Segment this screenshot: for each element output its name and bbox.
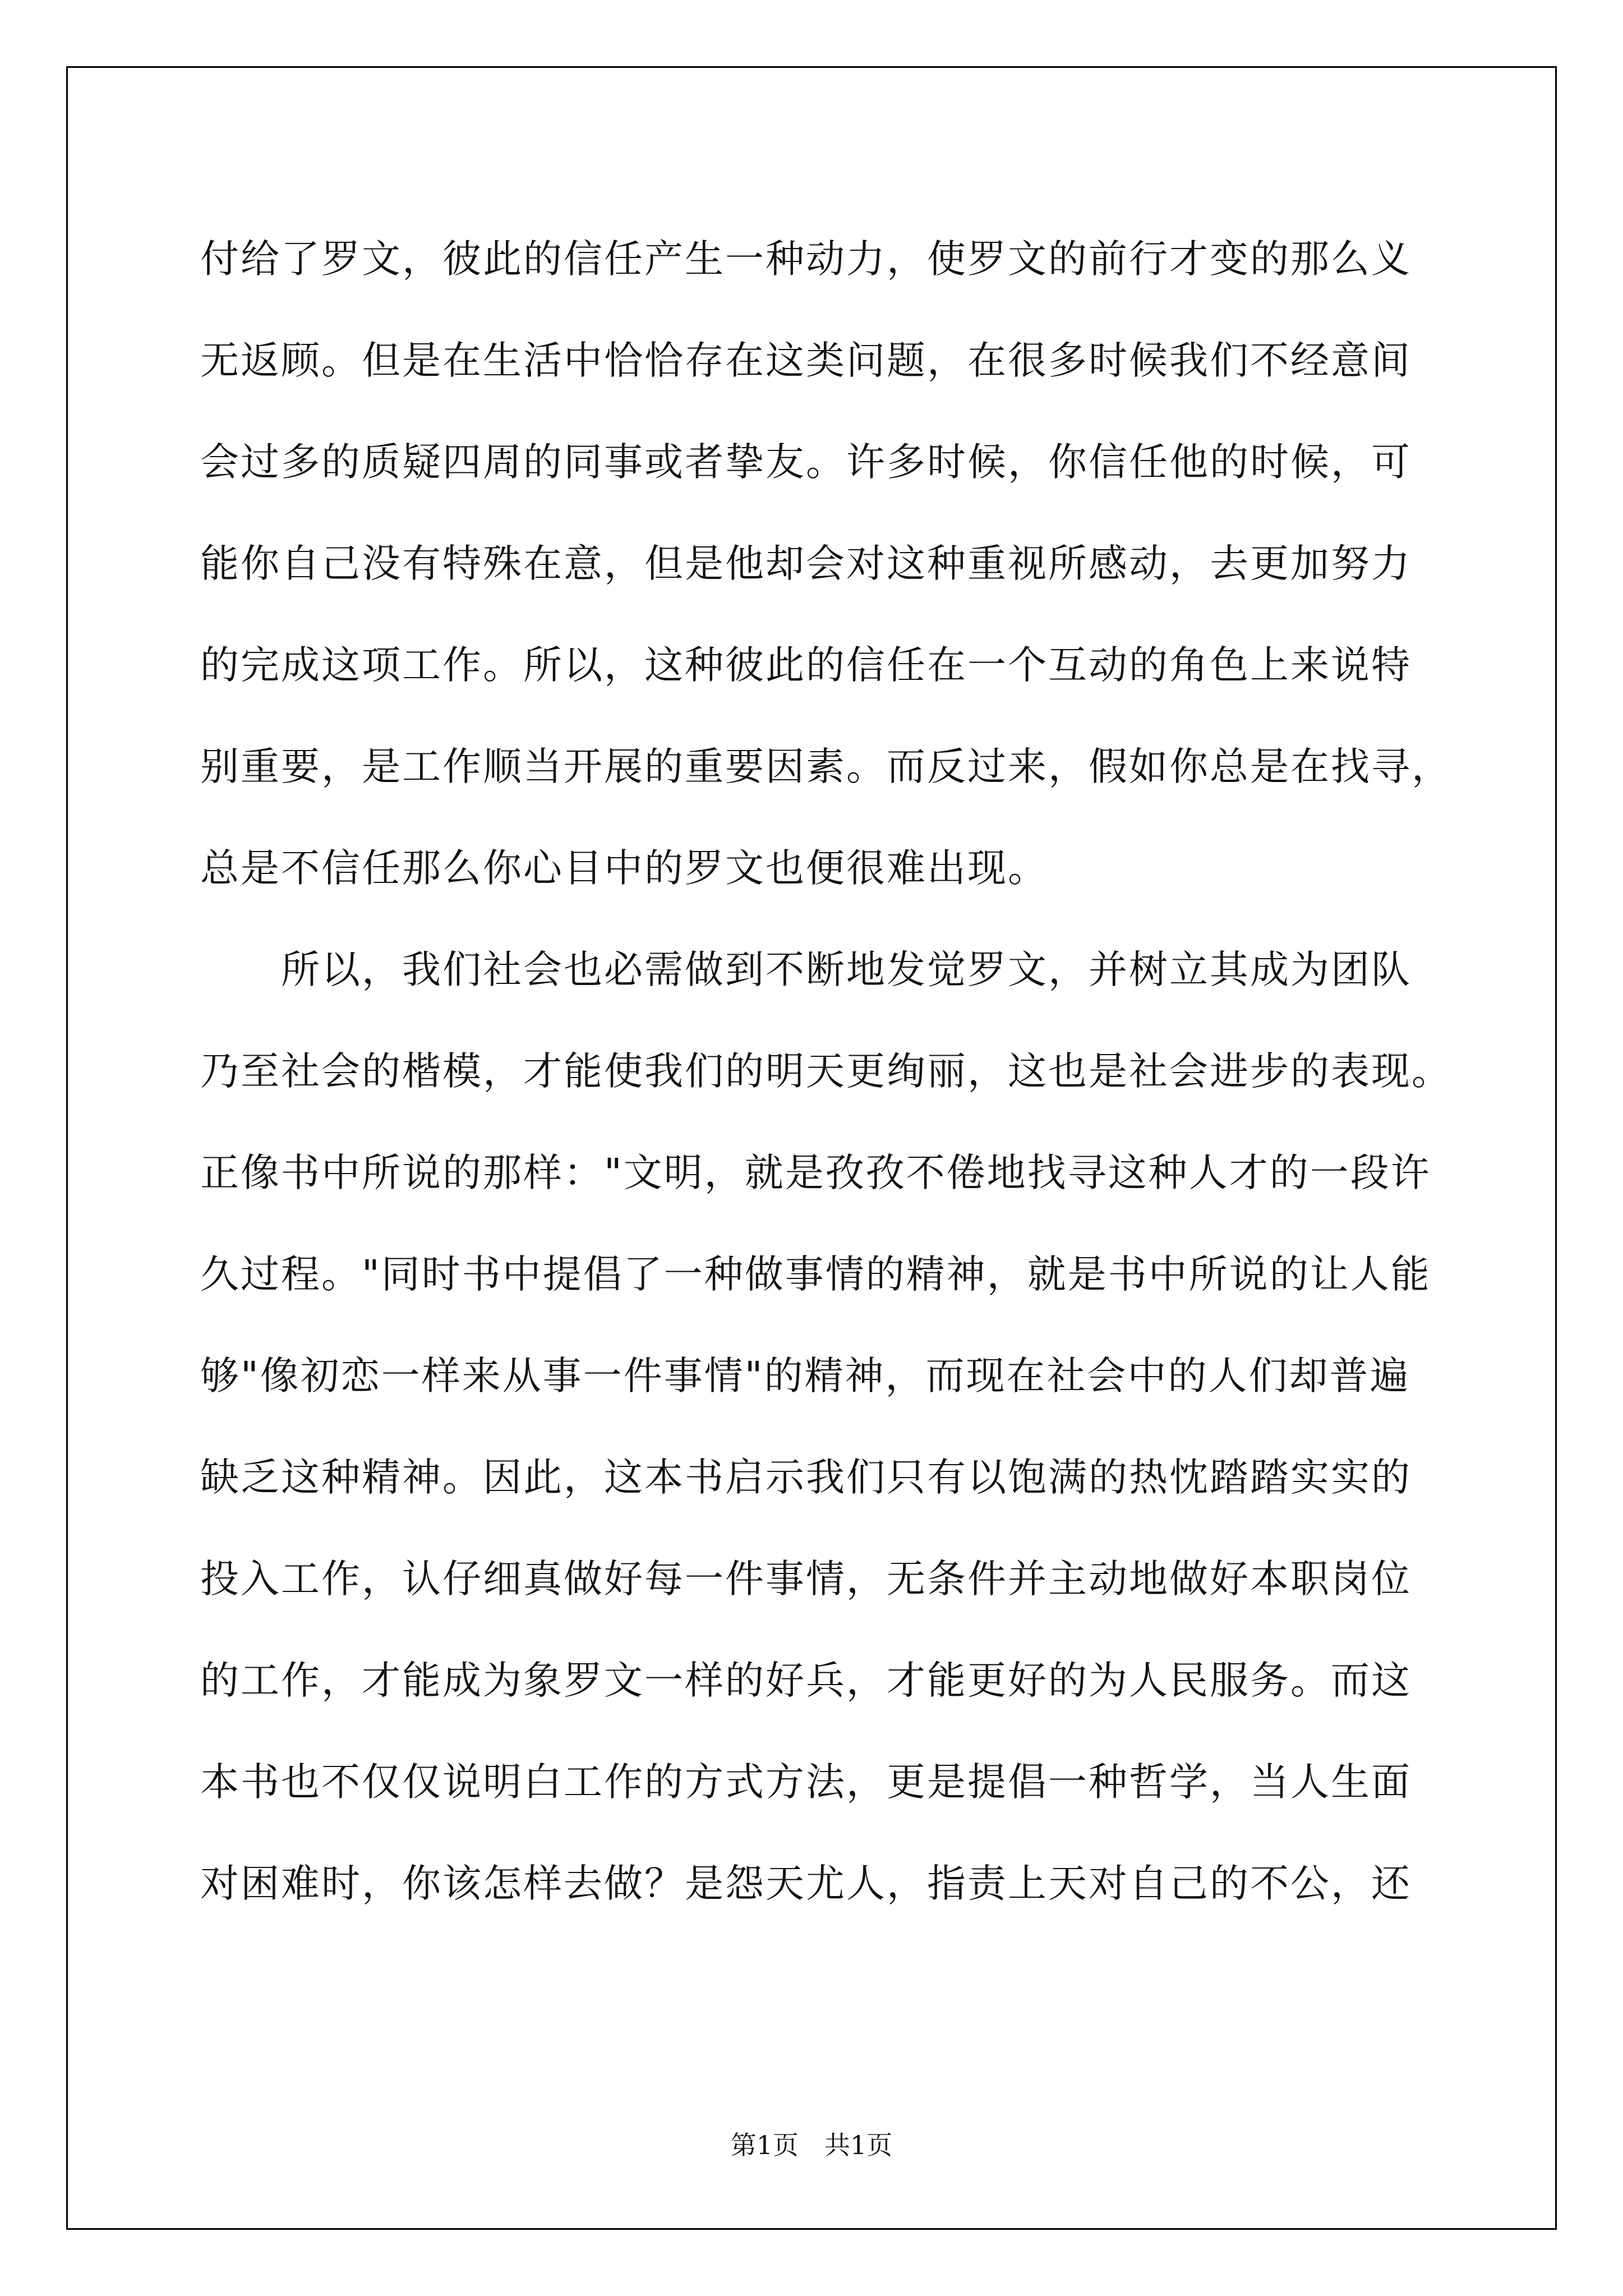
text-line: 对困难时，你该怎样去做？是怨天尤人，指责上天对自己的不公，还 — [200, 1861, 1412, 1906]
text-line: 本书也不仅仅说明白工作的方式方法，更是提倡一种哲学，当人生面 — [200, 1760, 1412, 1805]
text-line: 正像书中所说的那样："文明，就是孜孜不倦地找寻这种人才的一段许 — [200, 1151, 1431, 1195]
text-line: 够"像初恋一样来从事一件事情"的精神，而现在社会中的人们却普遍 — [200, 1354, 1410, 1398]
text-line: 久过程。"同时书中提倡了一种做事情的精神，就是书中所说的让人能 — [200, 1252, 1431, 1297]
text-line: 乃至社会的楷模，才能使我们的明天更绚丽，这也是社会进步的表现。 — [200, 1049, 1452, 1094]
text-line: 付给了罗文，彼此的信任产生一种动力，使罗文的前行才变的那么义 — [200, 237, 1412, 282]
text-line: 的工作，才能成为象罗文一样的好兵，才能更好的为人民服务。而这 — [200, 1658, 1412, 1703]
text-line: 的完成这项工作。所以，这种彼此的信任在一个互动的角色上来说特 — [200, 643, 1412, 688]
text-line: 总是不信任那么你心目中的罗文也便很难出现。 — [200, 846, 1048, 891]
document-body — [200, 209, 1452, 1935]
text-line: 别重要，是工作顺当开展的重要因素。而反过来，假如你总是在找寻， — [200, 744, 1452, 789]
text-line: 缺乏这种精神。因此，这本书启示我们只有以饱满的热忱踏踏实实的 — [200, 1455, 1412, 1500]
text-line: 投入工作，认仔细真做好每一件事情，无条件并主动地做好本职岗位 — [200, 1557, 1412, 1602]
text-line: 会过多的质疑四周的同事或者挚友。许多时候，你信任他的时候，可 — [200, 440, 1412, 485]
text-line: 所以，我们社会也必需做到不断地发觉罗文，并树立其成为团队 — [200, 947, 1412, 992]
page-footer: 第1页 共1页 — [730, 2130, 893, 2160]
text-line: 能你自己没有特殊在意，但是他却会对这种重视所感动，去更加努力 — [200, 541, 1412, 586]
text-line: 无返顾。但是在生活中恰恰存在这类问题，在很多时候我们不经意间 — [200, 338, 1412, 383]
